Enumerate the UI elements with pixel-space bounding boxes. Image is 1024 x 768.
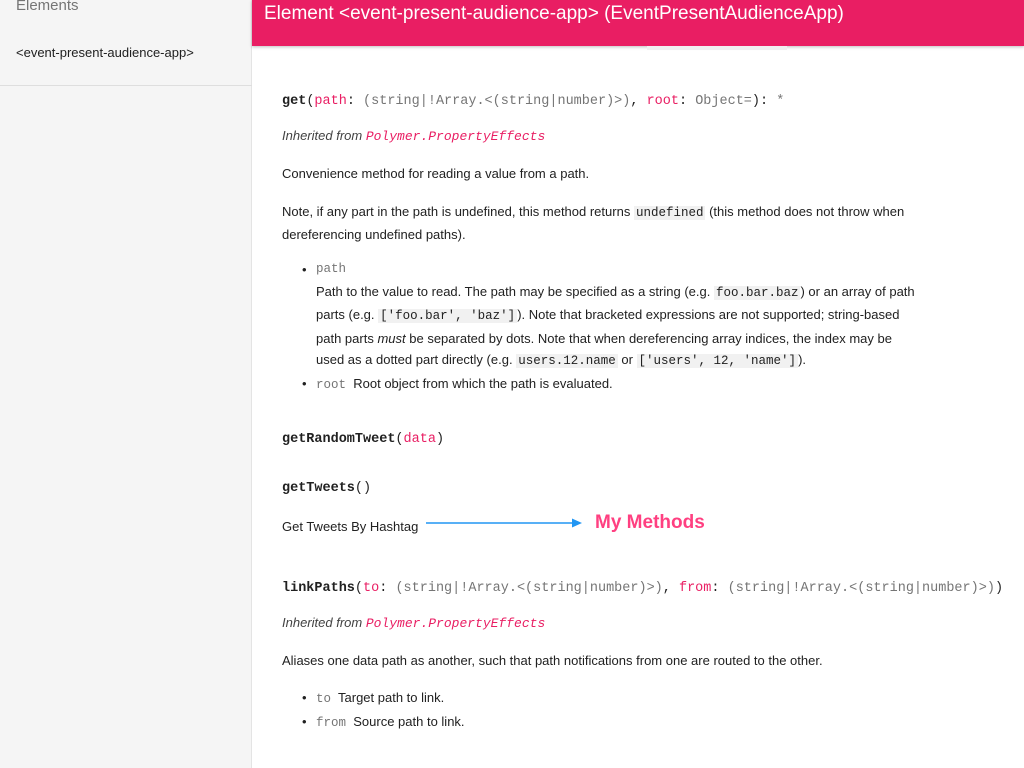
method-description-get: Convenience method for reading a value from a path.	[282, 166, 590, 181]
desc-text: ) or an array of path parts (e.g.	[316, 283, 915, 322]
annotation-arrow-icon	[426, 516, 582, 530]
app-header	[252, 0, 1024, 46]
param-desc	[316, 284, 915, 368]
desc-text: be separated by dots. Note that when dereferencing array indices, the index may be used as a dotted part directly (e.g.	[316, 330, 892, 367]
method-name: get	[282, 94, 307, 109]
inherited-label: Inherited from	[282, 615, 363, 630]
desc-text: Path to the value to read. The path may be specified as a string (e.g.	[316, 283, 711, 299]
param-type: (string|!Array.<(string|number)>)	[363, 94, 631, 109]
bullet-icon: •	[302, 713, 307, 729]
param-name: path	[316, 262, 347, 276]
param-desc: Source path to link.	[353, 713, 465, 729]
param-name: from	[678, 581, 712, 596]
param-item-root	[302, 373, 922, 397]
method-note-get	[282, 201, 932, 246]
desc-text: or	[621, 352, 633, 367]
param-name: data	[403, 432, 436, 447]
param-type: Object=	[695, 94, 752, 109]
param-desc: Target path to link.	[338, 690, 445, 705]
method-name: getTweets	[282, 481, 355, 496]
param-type: (string|!Array.<(string|number)>)	[395, 581, 663, 596]
method-name: getRandomTweet	[282, 432, 396, 447]
note-text: Note, if any part in the path is undefined, this method returns	[282, 204, 631, 219]
sidebar-divider	[0, 85, 252, 86]
param-item-path	[302, 259, 922, 373]
return-type: *	[776, 94, 785, 109]
param-list-get	[302, 259, 922, 396]
param-desc: Root object from which the path is evaluated.	[353, 375, 613, 391]
inherited-from-link[interactable]: Polymer.PropertyEffects	[365, 129, 546, 144]
page-title: Element <event-present-audience-app> (EventPresentAudienceApp)	[264, 3, 844, 24]
sidebar-item-event-present-audience-app[interactable]: <event-present-audience-app>	[16, 45, 194, 60]
method-name: linkPaths	[282, 581, 355, 596]
param-name: root	[646, 94, 679, 109]
param-type: (string|!Array.<(string|number)>)	[727, 581, 995, 596]
method-description-getTweets: Get Tweets By Hashtag	[282, 519, 419, 534]
inline-code: ['foo.bar', 'baz']	[380, 309, 516, 323]
annotation-label: My Methods	[595, 512, 705, 533]
param-item-from	[302, 711, 922, 735]
param-name: root	[316, 377, 347, 392]
bullet-icon: •	[302, 262, 307, 277]
emphasis-text: must	[377, 330, 406, 346]
inline-code: foo.bar.baz	[715, 285, 799, 300]
method-signature-getTweets: getTweets()	[282, 481, 372, 496]
desc-text: ).	[798, 352, 807, 367]
inline-code: users.12.name	[518, 354, 616, 368]
method-signature-getRandomTweet: getRandomTweet(data)	[282, 432, 445, 447]
inline-code: undefined	[635, 206, 704, 220]
param-name: path	[314, 94, 347, 109]
param-name: to	[316, 692, 332, 706]
inherited-note-get	[282, 128, 545, 144]
note-text: (this method does not throw when dereferencing undefined paths).	[282, 204, 905, 242]
method-signature-get: get(path: (string|!Array.<(string|number)>), root: Object=): *	[282, 94, 785, 109]
method-docs	[252, 46, 1024, 768]
desc-text: ). Note that bracketed expressions are not supported; string-based path parts	[316, 307, 900, 346]
inherited-note-linkPaths	[282, 615, 545, 631]
inline-code: ['users', 12, 'name']	[638, 354, 797, 368]
sidebar	[0, 0, 252, 768]
inherited-from-link[interactable]: Polymer.PropertyEffects	[365, 616, 546, 631]
param-item-to	[302, 687, 922, 711]
param-name: to	[363, 581, 380, 596]
inherited-label: Inherited from	[282, 128, 363, 143]
param-name: from	[316, 715, 347, 730]
method-signature-linkPaths: linkPaths(to: (string|!Array.<(string|number)>), from: (string|!Array.<(string|number)>))	[282, 581, 1004, 596]
param-list-linkPaths	[302, 687, 922, 734]
bullet-icon: •	[302, 375, 307, 391]
scroll-cut-element	[647, 46, 787, 50]
sidebar-title: Elements	[16, 0, 79, 14]
bullet-icon: •	[302, 690, 307, 705]
method-description-linkPaths: Aliases one data path as another, such that path notifications from one are routed to the other.	[282, 653, 823, 668]
